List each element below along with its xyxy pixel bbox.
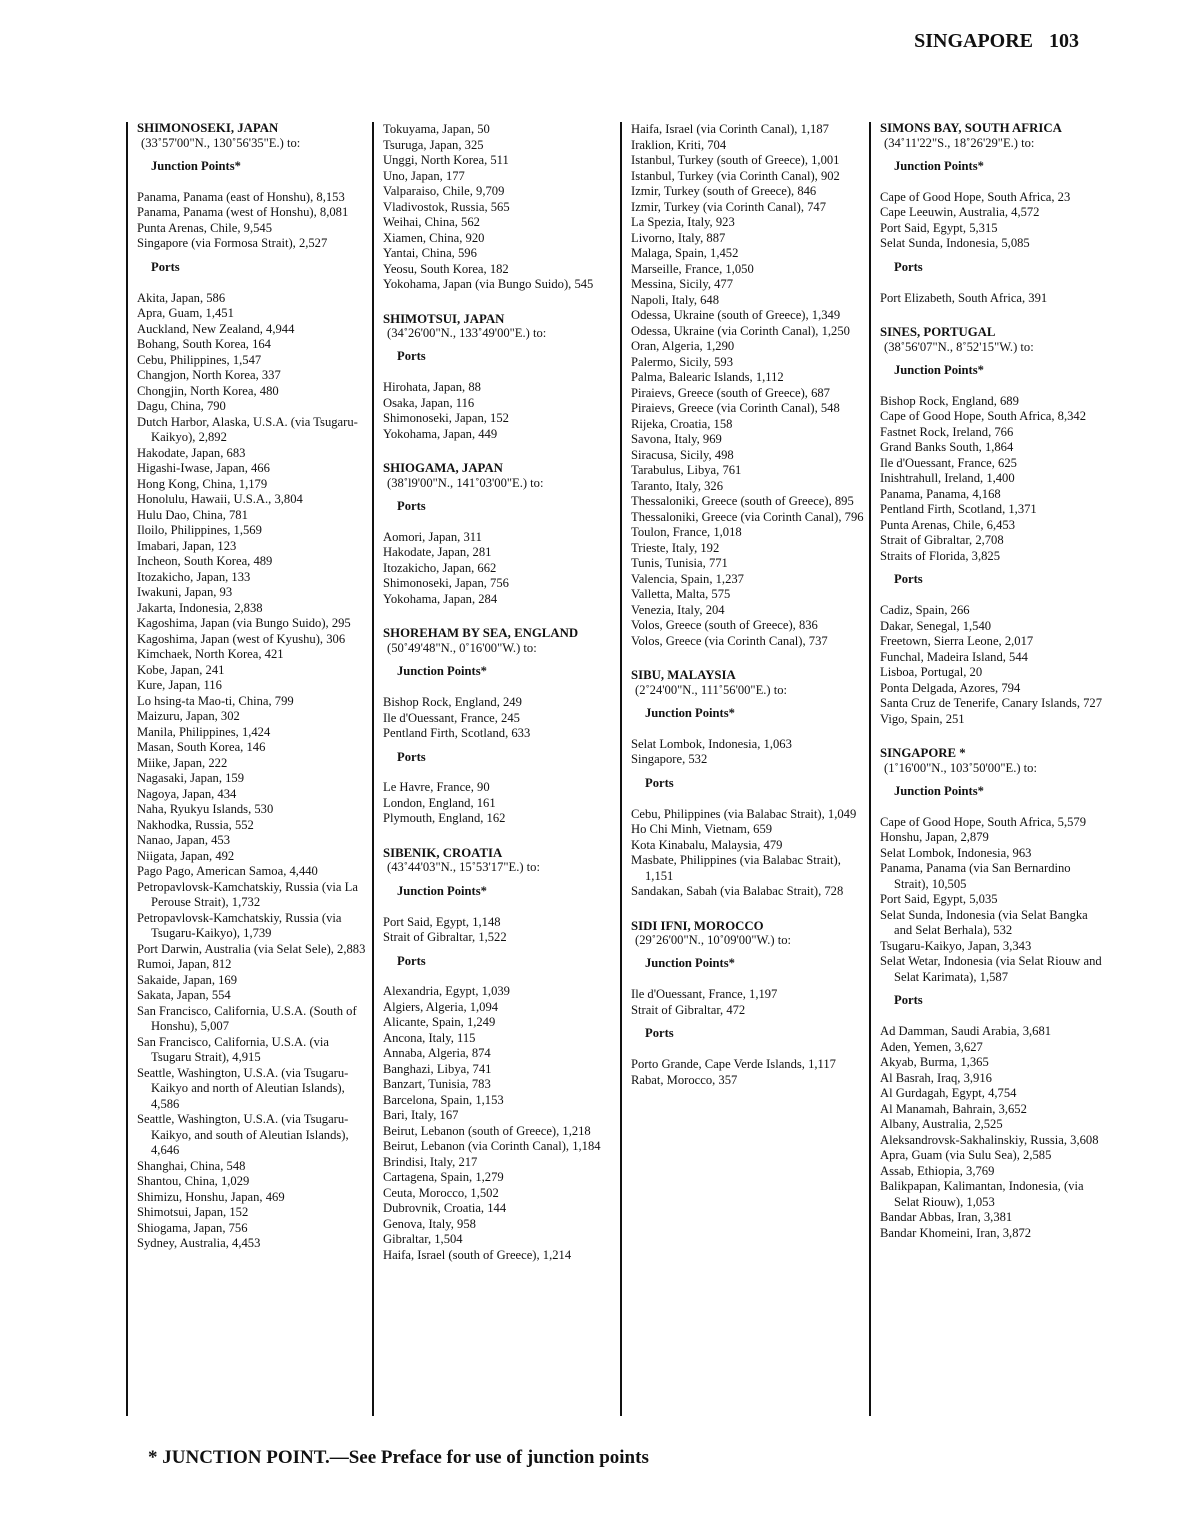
distance-entry: Masan, South Korea, 146 [137, 740, 266, 754]
distance-entry: Port Said, Egypt, 5,035 [880, 892, 998, 907]
distance-entry: Vigo, Spain, 251 [880, 711, 965, 726]
section-title: SIBENIK, CROATIA [383, 845, 503, 860]
distance-entry: Gibraltar, 1,504 [383, 1232, 463, 1247]
junction-points-heading: Junction Points* [894, 362, 984, 377]
distance-entry: Honshu, Japan, 2,879 [880, 830, 989, 845]
port-section [631, 669, 865, 900]
distance-entry: Shiogama, Japan, 756 [137, 1220, 248, 1235]
distance-list [880, 394, 1102, 565]
column-3 [620, 122, 865, 1416]
distance-entry: Sydney, Australia, 4,453 [137, 1236, 261, 1250]
footnote: * JUNCTION POINT.—See Preface for use of junction points [148, 1447, 649, 1468]
distance-entry: Inishtrahull, Ireland, 1,400 [880, 471, 1015, 486]
ports-heading: Ports [397, 749, 426, 764]
port-section [880, 747, 1102, 1241]
distance-entry: Shimonoseki, Japan, 152 [383, 411, 509, 426]
distance-entry: Barcelona, Spain, 1,153 [383, 1092, 504, 1107]
distance-entry: Strait of Gibraltar, 472 [631, 1002, 746, 1017]
column-2 [372, 122, 617, 1416]
distance-list [880, 291, 1102, 307]
distance-entry: Beirut, Lebanon (via Corinth Canal), 1,184 [383, 1139, 601, 1154]
distance-entry: Dakar, Senegal, 1,540 [880, 618, 992, 633]
distance-entry: Hong Kong, China, 1,179 [137, 476, 268, 491]
distance-list [383, 122, 617, 293]
distance-entry: Selat Sunda, Indonesia, 5,085 [880, 236, 1030, 251]
distance-entry: Apra, Guam, 1,451 [137, 306, 234, 320]
distance-list [137, 190, 369, 252]
distance-entry: Panama, Panama, 4,168 [880, 486, 1001, 501]
distance-entry: Panama, Panama (via San Bernardino Strait), 10,505 [880, 861, 1071, 891]
distance-entry: Banghazi, Libya, 741 [383, 1061, 492, 1076]
distance-entry: Porto Grande, Cape Verde Islands, 1,117 [631, 1057, 836, 1071]
distance-entry: Algiers, Algeria, 1,094 [383, 999, 499, 1014]
junction-points-heading: Junction Points* [397, 883, 487, 898]
distance-entry: Vladivostok, Russia, 565 [383, 199, 510, 214]
distance-entry: Cadiz, Spain, 266 [880, 603, 970, 617]
port-section [383, 122, 617, 293]
distance-list [631, 807, 865, 900]
section-coordinates: (38˚56'07"N., 8˚52'15"W.) to: [884, 339, 1034, 354]
ports-heading: Ports [894, 993, 923, 1008]
distance-entry: Shimonoseki, Japan, 756 [383, 576, 509, 591]
port-section [137, 122, 369, 1252]
distance-entry: Yokohama, Japan, 284 [383, 591, 498, 606]
distance-entry: Shantou, China, 1,029 [137, 1174, 250, 1188]
distance-list [880, 1024, 1102, 1241]
distance-list [631, 987, 865, 1018]
distance-entry: Tsugaru-Kaikyo, Japan, 3,343 [880, 938, 1032, 953]
distance-entry: Auckland, New Zealand, 4,944 [137, 321, 295, 336]
page-header [914, 30, 1079, 53]
distance-entry: Apra, Guam (via Sulu Sea), 2,585 [880, 1148, 1052, 1162]
distance-entry: Volos, Greece (south of Greece), 836 [631, 618, 818, 632]
page-title: SINGAPORE [914, 30, 1033, 52]
distance-entry: Savona, Italy, 969 [631, 432, 722, 446]
distance-entry: Bishop Rock, England, 249 [383, 695, 522, 710]
distance-entry: Alexandria, Egypt, 1,039 [383, 984, 510, 999]
distance-entry: Hakodate, Japan, 683 [137, 445, 246, 460]
port-section [631, 122, 865, 649]
distance-entry: Taranto, Italy, 326 [631, 478, 724, 493]
distance-entry: Selat Lombok, Indonesia, 963 [880, 845, 1032, 860]
distance-entry: Genova, Italy, 958 [383, 1216, 476, 1231]
distance-entry: Honolulu, Hawaii, U.S.A., 3,804 [137, 492, 303, 506]
distance-entry: Manila, Philippines, 1,424 [137, 724, 271, 739]
distance-entry: Livorno, Italy, 887 [631, 230, 726, 245]
distance-entry: Port Said, Egypt, 5,315 [880, 220, 998, 235]
distance-entry: Al Gurdagah, Egypt, 4,754 [880, 1086, 1017, 1100]
distance-entry: Sakaide, Japan, 169 [137, 972, 238, 987]
distance-entry: Kota Kinabalu, Malaysia, 479 [631, 837, 783, 852]
distance-entry: Ceuta, Morocco, 1,502 [383, 1185, 499, 1200]
distance-entry: Naha, Ryukyu Islands, 530 [137, 802, 274, 816]
distance-entry: Xiamen, China, 920 [383, 230, 485, 245]
distance-entry: Valparaiso, Chile, 9,709 [383, 184, 505, 198]
distance-entry: Dagu, China, 790 [137, 399, 226, 413]
distance-entry: Petropavlovsk-Kamchatskiy, Russia (via La Perouse Strait), 1,732 [137, 879, 358, 909]
distance-entry: Ancona, Italy, 115 [383, 1030, 476, 1045]
section-title: SHIMONOSEKI, JAPAN [137, 121, 279, 135]
distance-entry: Singapore, 532 [631, 752, 708, 767]
distance-entry: Port Darwin, Australia (via Selat Sele), 2,883 [137, 941, 366, 956]
distance-entry: Santa Cruz de Tenerife, Canary Islands, 727 [880, 696, 1103, 710]
distance-entry: Maizuru, Japan, 302 [137, 709, 240, 723]
port-section [383, 627, 617, 827]
distance-entry: Marseille, France, 1,050 [631, 261, 754, 276]
distance-entry: Akyab, Burma, 1,365 [880, 1055, 989, 1069]
ports-heading: Ports [151, 259, 180, 274]
port-section [383, 462, 617, 607]
distance-entry: Pentland Firth, Scotland, 1,371 [880, 502, 1037, 517]
distance-entry: Bishop Rock, England, 689 [880, 393, 1019, 408]
distance-entry: Kimchaek, North Korea, 421 [137, 647, 284, 661]
distance-entry: Thessaloniki, Greece (south of Greece), 895 [631, 494, 854, 508]
distance-entry: Kagoshima, Japan (via Bungo Suido), 295 [137, 616, 351, 630]
section-title: SIMONS BAY, SOUTH AFRICA [880, 121, 1062, 135]
distance-entry: Panama, Panama (east of Honshu), 8,153 [137, 189, 345, 204]
section-title: SINES, PORTUGAL [880, 325, 996, 339]
distance-entry: Ile d'Ouessant, France, 245 [383, 710, 520, 725]
column-1 [126, 122, 369, 1416]
distance-entry: Piraievs, Greece (south of Greece), 687 [631, 385, 830, 400]
junction-points-heading: Junction Points* [151, 158, 241, 173]
distance-list [383, 695, 617, 742]
distance-entry: Thessaloniki, Greece (via Corinth Canal), 796 [631, 509, 864, 524]
distance-entry: Bandar Khomeini, Iran, 3,872 [880, 1225, 1032, 1240]
distance-entry: Hirohata, Japan, 88 [383, 380, 481, 395]
distance-entry: Valletta, Malta, 575 [631, 587, 731, 601]
distance-list [631, 122, 865, 649]
distance-entry: Punta Arenas, Chile, 6,453 [880, 517, 1016, 532]
distance-entry: Chongjin, North Korea, 480 [137, 383, 279, 398]
distance-entry: Izmir, Turkey (via Corinth Canal), 747 [631, 199, 827, 214]
distance-entry: Al Manamah, Bahrain, 3,652 [880, 1101, 1027, 1116]
distance-entry: Nagoya, Japan, 434 [137, 786, 237, 801]
distance-entry: Selat Lombok, Indonesia, 1,063 [631, 736, 792, 751]
ports-heading: Ports [397, 349, 426, 364]
distance-entry: Niigata, Japan, 492 [137, 848, 235, 863]
distance-entry: Straits of Florida, 3,825 [880, 548, 1000, 563]
distance-entry: Palermo, Sicily, 593 [631, 354, 734, 369]
distance-entry: Hakodate, Japan, 281 [383, 545, 492, 560]
distance-entry: Tsuruga, Japan, 325 [383, 137, 484, 152]
distance-list [383, 780, 617, 827]
distance-entry: Pago Pago, American Samoa, 4,440 [137, 864, 318, 878]
distance-entry: Venezia, Italy, 204 [631, 602, 725, 617]
junction-points-heading: Junction Points* [645, 956, 735, 971]
distance-entry: Strait of Gibraltar, 1,522 [383, 930, 507, 945]
port-section [631, 920, 865, 1089]
distance-entry: Dutch Harbor, Alaska, U.S.A. (via Tsugaru-Kaikyo), 2,892 [137, 414, 358, 444]
ports-heading: Ports [894, 259, 923, 274]
distance-entry: Istanbul, Turkey (via Corinth Canal), 902 [631, 168, 840, 183]
distance-entry: Odessa, Ukraine (south of Greece), 1,349 [631, 308, 841, 322]
distance-entry: San Francisco, California, U.S.A. (via Tsugaru Strait), 4,915 [137, 1034, 330, 1064]
distance-entry: Funchal, Madeira Island, 544 [880, 649, 1028, 664]
distance-entry: Banzart, Tunisia, 783 [383, 1077, 491, 1092]
distance-entry: Osaka, Japan, 116 [383, 395, 475, 410]
distance-entry: Imabari, Japan, 123 [137, 538, 237, 553]
distance-entry: Shimotsui, Japan, 152 [137, 1205, 249, 1219]
ports-heading: Ports [894, 572, 923, 587]
distance-list [880, 190, 1102, 252]
distance-entry: Ile d'Ouessant, France, 625 [880, 455, 1017, 470]
distance-entry: Freetown, Sierra Leone, 2,017 [880, 634, 1034, 648]
distance-entry: Sandakan, Sabah (via Balabac Strait), 728 [631, 884, 844, 898]
distance-entry: La Spezia, Italy, 923 [631, 215, 735, 229]
distance-entry: Cartagena, Spain, 1,279 [383, 1170, 504, 1185]
distance-entry: Jakarta, Indonesia, 2,838 [137, 600, 263, 615]
port-section [383, 847, 617, 1264]
distance-entry: Cebu, Philippines, 1,547 [137, 352, 262, 367]
distance-entry: Incheon, South Korea, 489 [137, 554, 273, 568]
distance-entry: Tunis, Tunisia, 771 [631, 556, 728, 570]
distance-entry: Cape of Good Hope, South Africa, 23 [880, 189, 1071, 204]
distance-entry: Pentland Firth, Scotland, 633 [383, 726, 531, 741]
distance-entry: Istanbul, Turkey (south of Greece), 1,001 [631, 153, 840, 167]
section-coordinates: (43˚44'03"N., 15˚53'17"E.) to: [387, 860, 540, 875]
column-4 [869, 122, 1102, 1416]
junction-points-heading: Junction Points* [894, 158, 984, 173]
distance-entry: Nakhodka, Russia, 552 [137, 817, 254, 832]
distance-entry: Piraievs, Greece (via Corinth Canal), 548 [631, 401, 840, 415]
distance-list [631, 737, 865, 768]
distance-entry: Akita, Japan, 586 [137, 290, 226, 305]
port-section [880, 122, 1102, 306]
distance-entry: Ile d'Ouessant, France, 1,197 [631, 987, 778, 1002]
distance-list [383, 380, 617, 442]
distance-entry: Beirut, Lebanon (south of Greece), 1,218 [383, 1123, 591, 1138]
distance-entry: Cebu, Philippines (via Balabac Strait), 1,049 [631, 806, 857, 821]
distance-entry: Nagasaki, Japan, 159 [137, 771, 245, 785]
distance-entry: Ad Damman, Saudi Arabia, 3,681 [880, 1024, 1052, 1038]
junction-points-heading: Junction Points* [894, 783, 984, 798]
distance-entry: Bohang, South Korea, 164 [137, 337, 271, 351]
distance-entry: Petropavlovsk-Kamchatskiy, Russia (via Tsugaru-Kaikyo), 1,739 [137, 910, 342, 940]
distance-entry: San Francisco, California, U.S.A. (South of Honshu), 5,007 [137, 1003, 357, 1033]
ports-heading: Ports [645, 775, 674, 790]
section-coordinates: (50˚49'48"N., 0˚16'00"W.) to: [387, 640, 537, 655]
distance-entry: Iloilo, Philippines, 1,569 [137, 523, 262, 537]
distance-list [880, 815, 1102, 986]
section-coordinates: (29˚26'00"N., 10˚09'00"W.) to: [635, 933, 792, 947]
distance-entry: Port Elizabeth, South Africa, 391 [880, 290, 1048, 305]
distance-entry: Haifa, Israel (via Corinth Canal), 1,187 [631, 122, 829, 136]
junction-points-heading: Junction Points* [397, 664, 487, 679]
distance-entry: Trieste, Italy, 192 [631, 540, 720, 555]
distance-entry: Itozakicho, Japan, 133 [137, 569, 251, 584]
distance-entry: Bari, Italy, 167 [383, 1108, 459, 1123]
distance-entry: Cape of Good Hope, South Africa, 5,579 [880, 814, 1087, 829]
distance-entry: Izmir, Turkey (south of Greece), 846 [631, 184, 817, 198]
distance-entry: Fastnet Rock, Ireland, 766 [880, 424, 1014, 439]
distance-entry: Valencia, Spain, 1,237 [631, 571, 744, 586]
distance-list [631, 1057, 865, 1088]
distance-entry: Aomori, Japan, 311 [383, 529, 482, 544]
distance-entry: Alicante, Spain, 1,249 [383, 1015, 496, 1030]
section-title: SHOREHAM BY SEA, ENGLAND [383, 626, 579, 641]
distance-entry: Yeosu, South Korea, 182 [383, 261, 509, 276]
distance-entry: Unggi, North Korea, 511 [383, 153, 509, 167]
ports-heading: Ports [645, 1026, 674, 1041]
distance-entry: Weihai, China, 562 [383, 215, 480, 229]
distance-entry: Napoli, Italy, 648 [631, 292, 720, 307]
distance-entry: Cape of Good Hope, South Africa, 8,342 [880, 409, 1087, 424]
distance-entry: Kure, Japan, 116 [137, 678, 222, 692]
distance-entry: Iwakuni, Japan, 93 [137, 585, 233, 599]
distance-entry: Yokohama, Japan, 449 [383, 426, 498, 441]
section-coordinates: (1˚16'00"N., 103˚50'00"E.) to: [884, 760, 1037, 775]
section-coordinates: (38˚l9'00"N., 141˚03'00"E.) to: [387, 475, 544, 490]
section-title: SINGAPORE * [880, 746, 966, 760]
distance-entry: Haifa, Israel (south of Greece), 1,214 [383, 1247, 572, 1262]
distance-entry: Miike, Japan, 222 [137, 755, 228, 770]
section-coordinates: (34˚26'00"N., 133˚49'00"E.) to: [387, 326, 547, 340]
distance-entry: Al Basrah, Iraq, 3,916 [880, 1070, 992, 1085]
distance-entry: Balikpapan, Kalimantan, Indonesia, (via Selat Riouw), 1,053 [880, 1179, 1084, 1209]
distance-entry: Sakata, Japan, 554 [137, 988, 231, 1002]
section-coordinates: (33˚57'00"N., 130˚56'35"E.) to: [141, 135, 301, 150]
distance-entry: Iraklion, Kriti, 704 [631, 137, 727, 152]
distance-entry: Albany, Australia, 2,525 [880, 1117, 1003, 1131]
distance-entry: Seattle, Washington, U.S.A. (via Tsugaru-Kaikyo, and south of Aleutian Islands), 4,646 [137, 1112, 349, 1157]
distance-entry: Bandar Abbas, Iran, 3,381 [880, 1210, 1013, 1224]
distance-entry: Yantai, China, 596 [383, 246, 477, 260]
distance-entry: Masbate, Philippines (via Balabac Strait), 1,151 [631, 853, 841, 883]
distance-entry: Oran, Algeria, 1,290 [631, 339, 735, 353]
distance-entry: Uno, Japan, 177 [383, 168, 465, 183]
distance-entry: Dubrovnik, Croatia, 144 [383, 1201, 507, 1216]
distance-entry: Grand Banks South, 1,864 [880, 440, 1014, 455]
distance-entry: Yokohama, Japan (via Bungo Suido), 545 [383, 277, 594, 291]
distance-entry: Tarabulus, Libya, 761 [631, 463, 742, 477]
distance-entry: Rijeka, Croatia, 158 [631, 416, 733, 431]
distance-list [383, 915, 617, 946]
section-coordinates: (2˚24'00"N., 111˚56'00"E.) to: [635, 682, 788, 697]
distance-entry: Nanao, Japan, 453 [137, 833, 231, 847]
distance-entry: Seattle, Washington, U.S.A. (via Tsugaru-Kaikyo and north of Aleutian Islands), 4,586 [137, 1065, 349, 1111]
distance-entry: Selat Sunda, Indonesia (via Selat Bangka and Selat Berhala), 532 [880, 907, 1088, 938]
distance-entry: Higashi-Iwase, Japan, 466 [137, 461, 270, 475]
distance-entry: Volos, Greece (via Corinth Canal), 737 [631, 633, 828, 648]
distance-entry: Shimizu, Honshu, Japan, 469 [137, 1189, 285, 1204]
distance-entry: Panama, Panama (west of Honshu), 8,081 [137, 205, 349, 220]
distance-entry: Aden, Yemen, 3,627 [880, 1039, 983, 1054]
distance-entry: Port Said, Egypt, 1,148 [383, 914, 501, 929]
distance-entry: Selat Wetar, Indonesia (via Selat Riouw and Selat Karimata), 1,587 [880, 954, 1102, 984]
distance-entry: Rabat, Morocco, 357 [631, 1072, 738, 1087]
distance-entry: Hulu Dao, China, 781 [137, 507, 248, 522]
distance-entry: Brindisi, Italy, 217 [383, 1154, 478, 1169]
ports-heading: Ports [397, 499, 426, 514]
distance-entry: Malaga, Spain, 1,452 [631, 246, 739, 260]
distance-entry: Ponta Delgada, Azores, 794 [880, 680, 1021, 695]
distance-list [383, 530, 617, 608]
distance-entry: Singapore (via Formosa Strait), 2,527 [137, 236, 328, 251]
distance-entry: Kagoshima, Japan (west of Kyushu), 306 [137, 631, 346, 646]
distance-entry: Siracusa, Sicily, 498 [631, 447, 734, 462]
section-coordinates: (34˚11'22"S., 18˚26'29"E.) to: [884, 135, 1035, 150]
distance-entry: Cape Leeuwin, Australia, 4,572 [880, 205, 1040, 220]
distance-entry: Plymouth, England, 162 [383, 811, 506, 826]
page-number: 103 [1049, 30, 1079, 52]
section-title: SHIOGAMA, JAPAN [383, 461, 503, 476]
distance-entry: Lo hsing-ta Mao-ti, China, 799 [137, 693, 294, 708]
distance-entry: Changjon, North Korea, 337 [137, 368, 281, 382]
port-section [880, 326, 1102, 727]
distance-entry: Annaba, Algeria, 874 [383, 1046, 491, 1061]
distance-entry: Lisboa, Portugal, 20 [880, 665, 983, 679]
distance-entry: Shanghai, China, 548 [137, 1158, 246, 1173]
distance-entry: Kobe, Japan, 241 [137, 662, 225, 677]
section-title: SIBU, MALAYSIA [631, 668, 736, 682]
ports-heading: Ports [397, 953, 426, 968]
distance-entry: Itozakicho, Japan, 662 [383, 560, 497, 575]
section-title: SHIMOTSUI, JAPAN [383, 311, 505, 326]
distance-entry: Le Havre, France, 90 [383, 780, 490, 795]
distance-entry: Assab, Ethiopia, 3,769 [880, 1163, 995, 1178]
distance-entry: London, England, 161 [383, 795, 496, 810]
distance-entry: Punta Arenas, Chile, 9,545 [137, 220, 273, 235]
distance-list [137, 291, 369, 1252]
distance-entry: Tokuyama, Japan, 50 [383, 122, 490, 136]
distance-entry: Ho Chi Minh, Vietnam, 659 [631, 822, 773, 836]
distance-entry: Messina, Sicily, 477 [631, 277, 734, 291]
distance-entry: Aleksandrovsk-Sakhalinskiy, Russia, 3,608 [880, 1132, 1099, 1147]
section-title: SIDI IFNI, MOROCCO [631, 918, 764, 933]
distance-entry: Rumoi, Japan, 812 [137, 957, 232, 971]
distance-entry: Palma, Balearic Islands, 1,112 [631, 370, 784, 384]
distance-list [383, 984, 617, 1263]
distance-list [880, 603, 1102, 727]
junction-points-heading: Junction Points* [645, 705, 735, 720]
distance-entry: Odessa, Ukraine (via Corinth Canal), 1,250 [631, 323, 850, 338]
distance-entry: Toulon, France, 1,018 [631, 525, 742, 539]
port-section [383, 313, 617, 443]
distance-entry: Strait of Gibraltar, 2,708 [880, 533, 1004, 548]
